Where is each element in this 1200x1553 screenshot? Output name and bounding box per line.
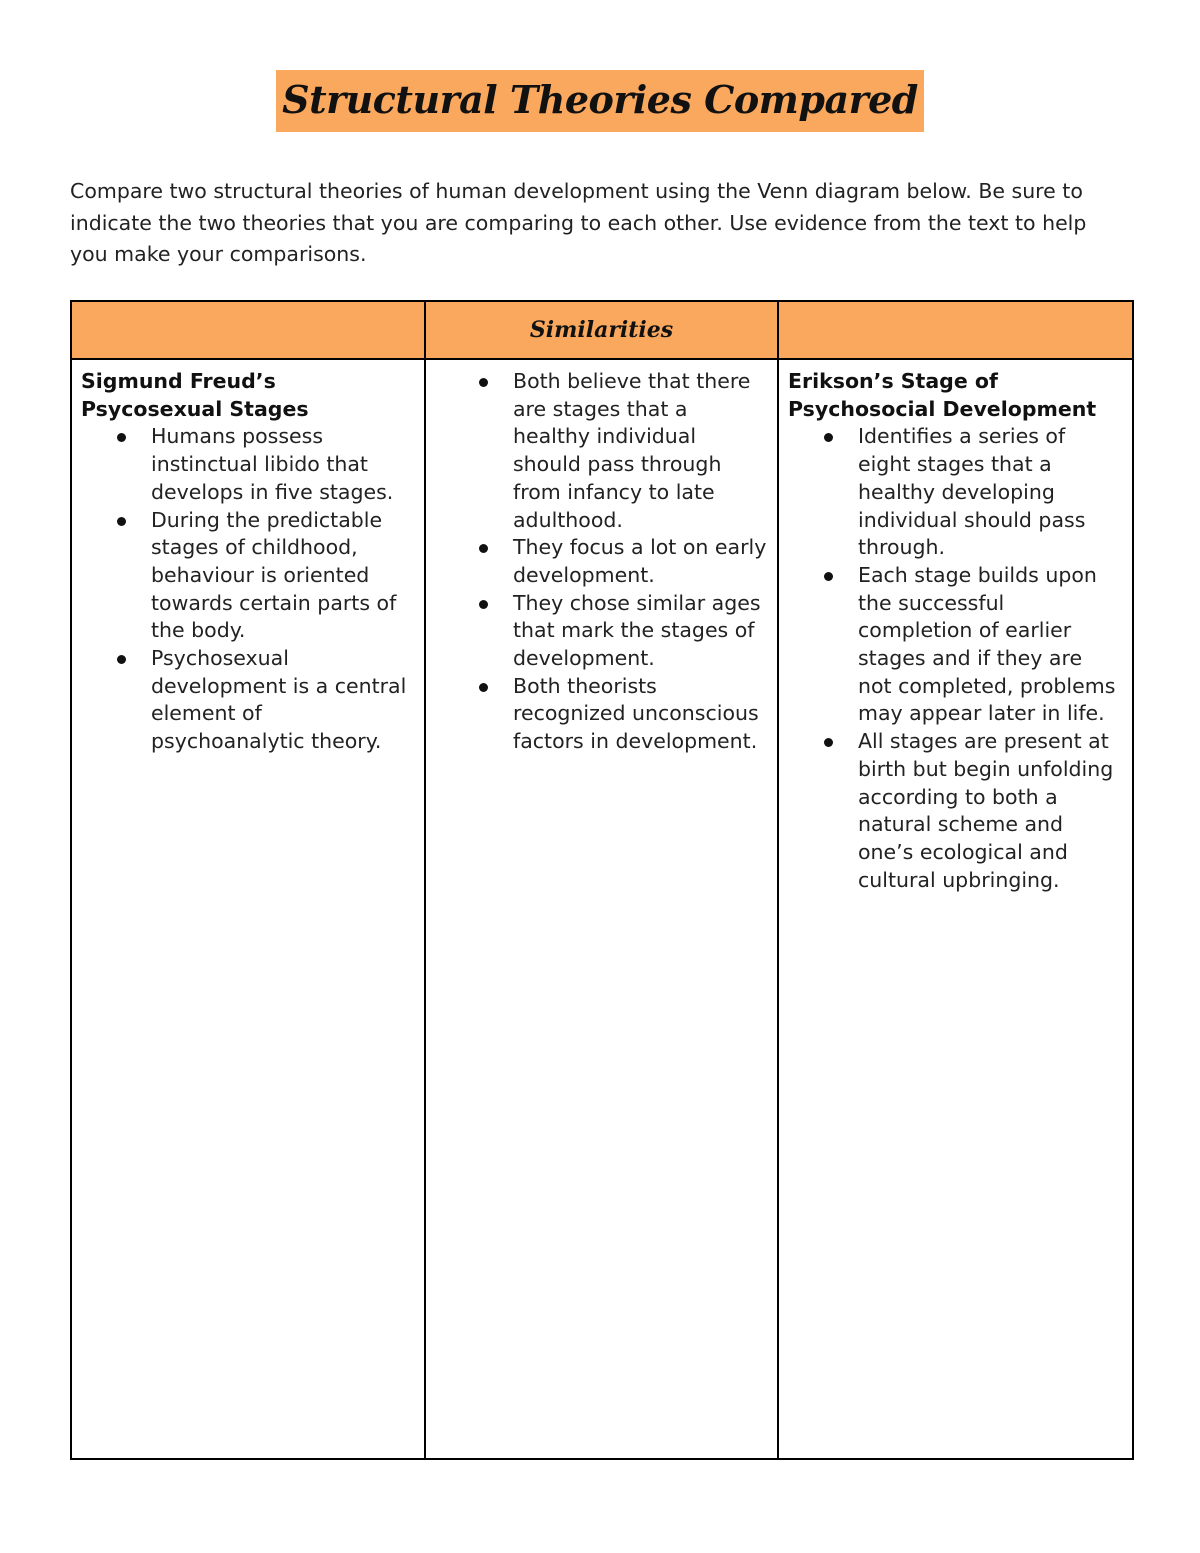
erikson-heading: Erikson’s Stage of Psychosocial Development [788, 369, 1097, 421]
list-item: Humans possess instinctual libido that develops in five stages. [151, 423, 414, 506]
similarities-list [435, 368, 767, 756]
content-row [71, 359, 1133, 1459]
list-item: Both believe that there are stages that a healthy individual should pass through from infancy to late adulthood. [513, 368, 767, 534]
header-row [71, 301, 1133, 359]
list-item: Each stage builds upon the successful completion of earlier stages and if they are not completed, problems may appear later in life. [858, 562, 1122, 728]
page-title: Structural Theories Compared [276, 70, 924, 132]
list-item: They focus a lot on early development. [513, 534, 767, 589]
instructions-paragraph: Compare two structural theories of human development using the Venn diagram below. Be sure to indicate the two theories that you are comparing to each other. Use evidence from the text to help you make your comparisons. [70, 179, 1087, 266]
list-item: Psychosexual development is a central element of psychoanalytic theory. [151, 645, 414, 756]
freud-heading: Sigmund Freud’s Psycosexual Stages [81, 369, 309, 421]
erikson-list [788, 423, 1122, 894]
list-item: All stages are present at birth but begin unfolding according to both a natural scheme and one’s ecological and cultural upbringing. [858, 728, 1122, 894]
comparison-table [70, 300, 1134, 1460]
header-cell-left [71, 301, 425, 359]
list-item: During the predictable stages of childhood, behaviour is oriented towards certain parts of the body. [151, 507, 414, 646]
freud-list [81, 423, 414, 755]
header-cell-right [778, 301, 1133, 359]
similarities-column [425, 359, 778, 1459]
title-container [0, 70, 1200, 132]
header-cell-similarities: Similarities [425, 301, 778, 359]
list-item: Identifies a series of eight stages that a healthy developing individual should pass through. [858, 423, 1122, 562]
list-item: Both theorists recognized unconscious factors in development. [513, 673, 767, 756]
list-item: They chose similar ages that mark the stages of development. [513, 590, 767, 673]
freud-column [71, 359, 425, 1459]
erikson-column [778, 359, 1133, 1459]
